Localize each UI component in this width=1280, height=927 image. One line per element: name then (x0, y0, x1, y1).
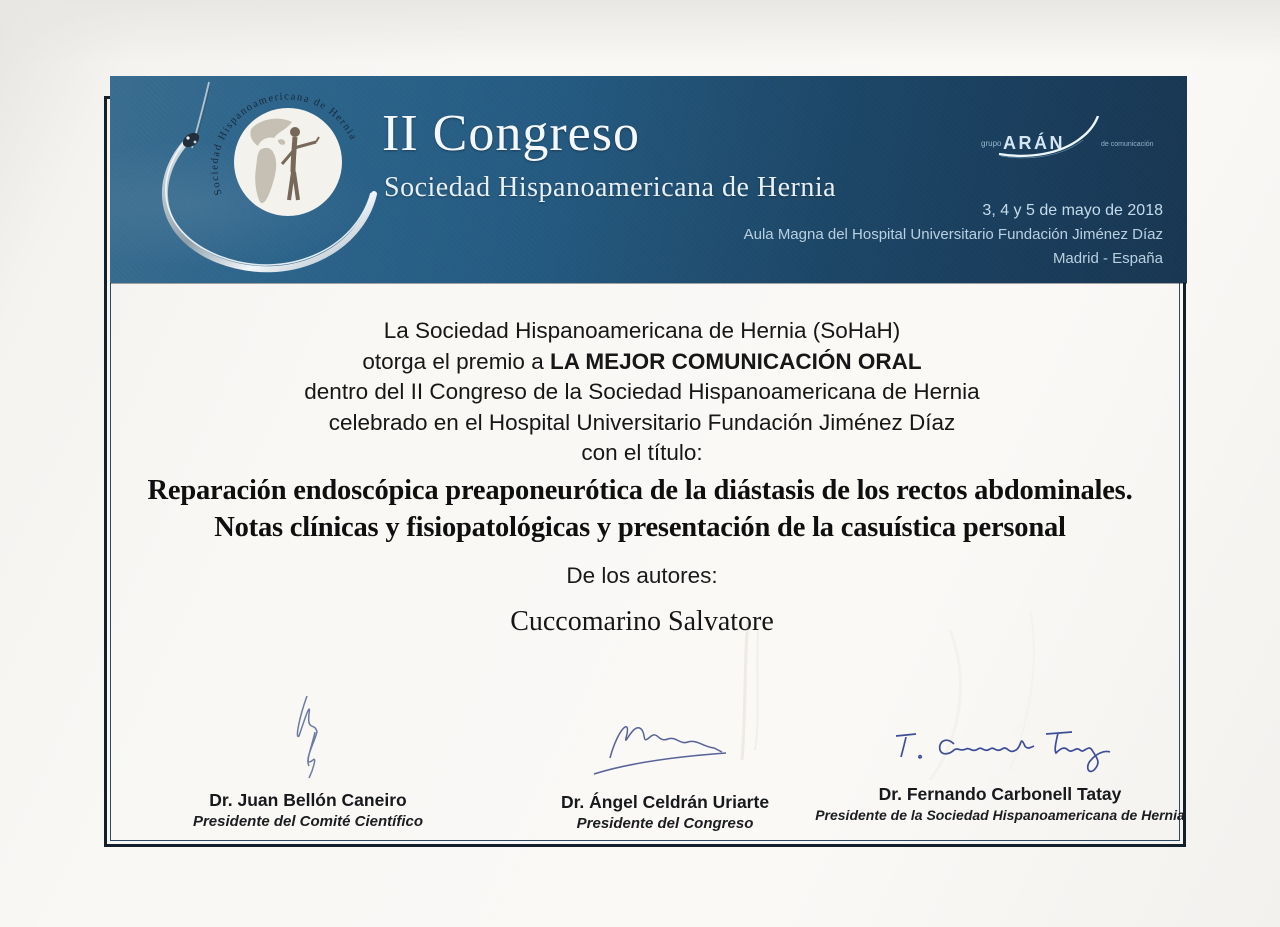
aran-prefix: grupo (981, 139, 1002, 148)
signatory-name: Dr. Juan Bellón Caneiro (209, 790, 407, 810)
event-city: Madrid - España (1052, 250, 1163, 267)
intro-line-3: dentro del II Congreso de la Sociedad Hispanoamericana de Hernia (304, 379, 980, 404)
intro-paragraph (104, 316, 1180, 469)
award-category: LA MEJOR COMUNICACIÓN ORAL (549, 348, 922, 374)
event-dates: 3, 4 y 5 de mayo de 2018 (982, 202, 1163, 219)
signatory-role: Presidente de la Sociedad Hispanoamericana de Hernia (815, 807, 1185, 823)
event-info (744, 199, 1163, 271)
seal-ring-text: Sociedad Hispanoamericana de Hernia (209, 91, 359, 197)
intro-line-5: con el título: (581, 440, 703, 465)
signatory-name: Dr. Fernando Carbonell Tatay (878, 784, 1122, 804)
signature-block-congress-president (505, 712, 825, 832)
aran-suffix: de comunicación (1101, 141, 1154, 148)
signatory-role: Presidente del Congreso (576, 815, 754, 832)
signatory-role: Presidente del Comité Científico (192, 813, 424, 830)
intro-line-2 (104, 347, 1180, 378)
signature-scribble-bellon (263, 690, 353, 790)
author-name: Cuccomarino Salvatore (510, 606, 774, 637)
intro-line-4: celebrado en el Hospital Universitario Fundación Jiménez Díaz (328, 409, 956, 435)
signature-block-society-president (812, 722, 1188, 823)
award-title-line-2: Notas clínicas y fisiopatológicas y presentación de la casuística personal (214, 512, 1066, 543)
congress-subtitle: Sociedad Hispanoamericana de Hernia (384, 172, 837, 203)
event-venue: Aula Magna del Hospital Universitario Fundación Jiménez Díaz (743, 226, 1163, 243)
signature-block-scientific-committee (158, 690, 458, 830)
aran-logo (959, 116, 1159, 168)
signatory-name: Dr. Ángel Celdrán Uriarte (560, 792, 770, 812)
intro-line-2-regular: otorga el premio a (362, 348, 550, 374)
award-title-line-1: Reparación endoscópica preaponeurótica de la diástasis de los rectos abdominales. (147, 475, 1133, 506)
authors-label: De los autores: (566, 563, 718, 588)
signature-scribble-celdran (580, 712, 750, 792)
intro-line-1: La Sociedad Hispanoamericana de Hernia (SoHaH) (383, 318, 901, 343)
scan-shading (0, 0, 1280, 70)
signature-scribble-carbonell (880, 722, 1120, 784)
header-banner (110, 76, 1187, 283)
award-title (58, 472, 1222, 546)
aran-name: ARÁN (1003, 133, 1065, 153)
congress-title: II Congreso (382, 105, 640, 162)
